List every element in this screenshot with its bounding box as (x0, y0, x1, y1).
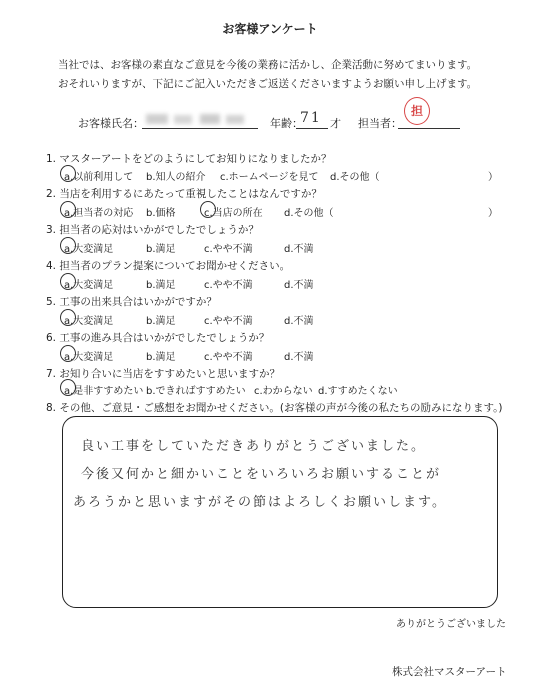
q5-option-a[interactable]: a.大変満足 (64, 316, 114, 327)
question-text: その他、ご意見・ご感想をお聞かせください。(お客様の声が今後の私たちの励みになります。) (59, 402, 503, 414)
comment-line-3: あろうかと思いますがその節はよろしくお願いします。 (73, 495, 447, 510)
q5-option-c[interactable]: c.やや不満 (204, 316, 253, 327)
question-text: お知り合いに当店をすすめたいと思いますか？ (59, 368, 280, 380)
question-8 (46, 400, 502, 415)
question-number: 1. (46, 153, 57, 165)
q1-option-b[interactable]: b.知人の紹介 (146, 172, 206, 183)
q2-selection-circle-c (200, 201, 216, 218)
question-number: 5. (46, 296, 57, 308)
question-number: 7. (46, 368, 57, 380)
question-7 (46, 366, 280, 381)
page-title: お客様アンケート (222, 22, 318, 36)
q3-option-c[interactable]: c.やや不満 (204, 244, 253, 255)
q6-option-a[interactable]: a.大変満足 (64, 352, 114, 363)
q2-option-d[interactable]: d.その他（ (284, 208, 334, 219)
stamp-text: 担 (410, 104, 423, 118)
q1-option-c[interactable]: c.ホームページを見て (220, 172, 319, 183)
question-text: 当店を利用するにあたって重視したことはなんですか？ (59, 188, 322, 200)
q3-option-b[interactable]: b.満足 (146, 244, 176, 255)
question-number: 4. (46, 260, 57, 272)
q1-selection-circle (60, 165, 76, 182)
company-name: 株式会社マスターアート (392, 666, 507, 678)
q5-option-d[interactable]: d.不満 (284, 316, 314, 327)
question-text: マスターアートをどのようにしてお知りになりましたか？ (59, 153, 332, 165)
q3-option-a[interactable]: a.大変満足 (64, 244, 114, 255)
name-underline (142, 128, 258, 129)
intro-line-2: おそれいりますが、下記にご記入いただきご返送くださいますようお願い申し上げます。 (58, 78, 478, 90)
q2-selection-circle-a (60, 201, 76, 218)
q1-close-paren: ） (488, 172, 498, 183)
question-number: 3. (46, 224, 57, 236)
q7-option-b[interactable]: b.できればすすめたい (146, 386, 246, 397)
q5-selection-circle (60, 309, 76, 326)
question-text: 工事の出来具合はいかがですか？ (59, 296, 217, 308)
q6-selection-circle (60, 345, 76, 362)
question-number: 8. (46, 402, 57, 414)
age-value: 71 (300, 110, 322, 126)
q2-close-paren: ） (488, 208, 498, 219)
question-2 (46, 186, 322, 201)
q7-option-a[interactable]: a.是非すすめたい (64, 386, 144, 397)
q2-option-b[interactable]: b.価格 (146, 208, 176, 219)
intro-line-1: 当社では、お客様の素直なご意見を今後の業務に活かし、企業活動に努めてまいります。 (58, 59, 478, 71)
q2-option-a[interactable]: a.担当者の対応 (64, 208, 134, 219)
q2-option-c[interactable]: c.当店の所在 (204, 208, 263, 219)
age-underline (296, 128, 328, 129)
q3-selection-circle (60, 237, 76, 254)
thanks-text: ありがとうございました (396, 619, 506, 630)
q4-option-c[interactable]: c.やや不満 (204, 280, 253, 291)
q6-option-b[interactable]: b.満足 (146, 352, 176, 363)
age-label: 年齢： (270, 117, 303, 130)
comment-box[interactable] (62, 416, 498, 608)
question-3 (46, 222, 259, 237)
q6-option-d[interactable]: d.不満 (284, 352, 314, 363)
staff-underline (398, 128, 460, 129)
question-1 (46, 151, 332, 166)
comment-line-1: 良い工事をしていただきありがとうございました。 (81, 439, 427, 454)
q7-option-d[interactable]: d.すすめたくない (318, 386, 398, 397)
question-number: 6. (46, 332, 57, 344)
staff-stamp (404, 97, 430, 125)
q4-option-b[interactable]: b.満足 (146, 280, 176, 291)
question-6 (46, 330, 269, 345)
q1-option-d[interactable]: d.その他（ (330, 172, 380, 183)
question-number: 2. (46, 188, 57, 200)
q4-option-d[interactable]: d.不満 (284, 280, 314, 291)
q4-option-a[interactable]: a.大変満足 (64, 280, 114, 291)
q7-option-c[interactable]: c.わからない (254, 386, 313, 397)
q6-option-c[interactable]: c.やや不満 (204, 352, 253, 363)
question-text: 担当者の応対はいかがでしたでしょうか？ (59, 224, 259, 236)
question-text: 担当者のプラン提案についてお聞かせください。 (59, 260, 291, 272)
question-text: 工事の進み具合はいかがでしたでしょうか？ (59, 332, 270, 344)
question-5 (46, 294, 217, 309)
staff-label: 担当者： (358, 117, 402, 130)
name-field (144, 110, 252, 126)
name-label: お客様氏名： (78, 117, 144, 130)
comment-line-2: 今後又何かと細かいことをいろいろお願いすることが (81, 467, 442, 482)
q5-option-b[interactable]: b.満足 (146, 316, 176, 327)
q1-option-a[interactable]: a.以前利用して (64, 172, 134, 183)
q7-selection-circle (60, 379, 76, 396)
age-unit: 才 (330, 117, 341, 130)
q4-selection-circle (60, 273, 76, 290)
question-4 (46, 258, 290, 273)
q3-option-d[interactable]: d.不満 (284, 244, 314, 255)
